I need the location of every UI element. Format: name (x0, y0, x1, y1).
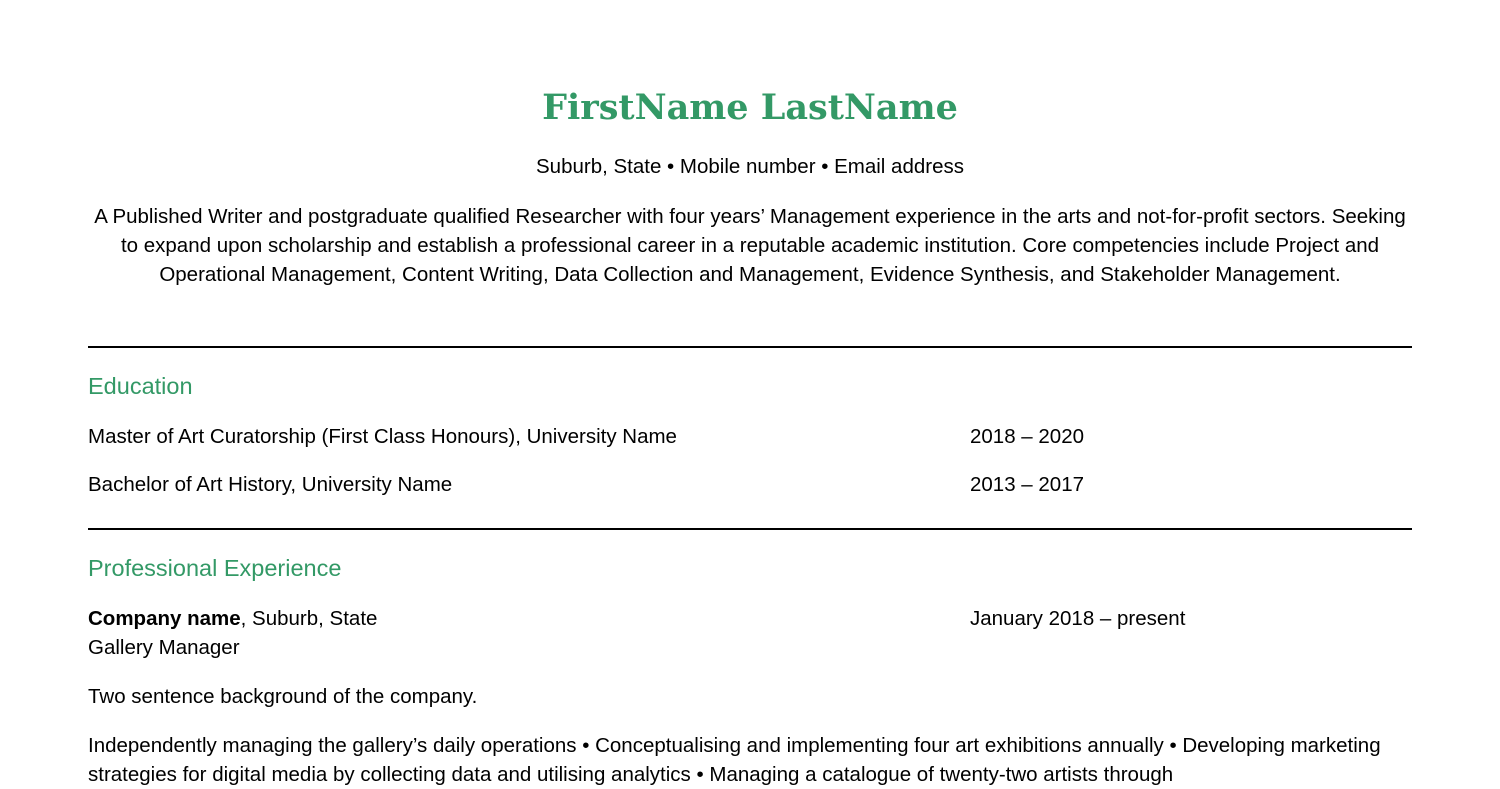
section-divider-experience (88, 528, 1412, 530)
experience-heading: Professional Experience (88, 555, 342, 581)
job-dates: January 2018 – present (970, 607, 1186, 630)
section-divider-education (88, 346, 1412, 348)
candidate-name: FirstName LastName (542, 87, 958, 128)
job-role: Gallery Manager (88, 636, 240, 659)
job-location: , Suburb, State (240, 607, 378, 630)
company-background: Two sentence background of the company. (88, 685, 478, 708)
contact-line: Suburb, State • Mobile number • Email address (536, 155, 964, 178)
job-company-name: Company name (88, 607, 241, 630)
job-company-line (88, 605, 377, 633)
education-degree-2: Bachelor of Art History, University Name (88, 473, 453, 496)
education-degree-1: Master of Art Curatorship (First Class Honours), University Name (88, 425, 677, 448)
job-duties: Independently managing the gallery’s daily operations • Conceptualising and implementing four art exhibitions annually • Developing marketing strategies for digital media by collecting data and utilising analytics • Managing a catalogue of twenty-two artists through (88, 734, 1381, 786)
education-dates-1: 2018 – 2020 (970, 425, 1085, 448)
education-dates-2: 2013 – 2017 (970, 473, 1085, 496)
professional-summary: A Published Writer and postgraduate qualified Researcher with four years’ Management experience in the arts and not-for-profit sectors. Seeking to expand upon scholarship and establish a professional career in a reputable academic institution. Core competencies include Project and Operational Management, Content Writing, Data Collection and Management, Evidence Synthesis, and Stakeholder Management. (94, 205, 1406, 286)
education-heading: Education (88, 373, 193, 399)
